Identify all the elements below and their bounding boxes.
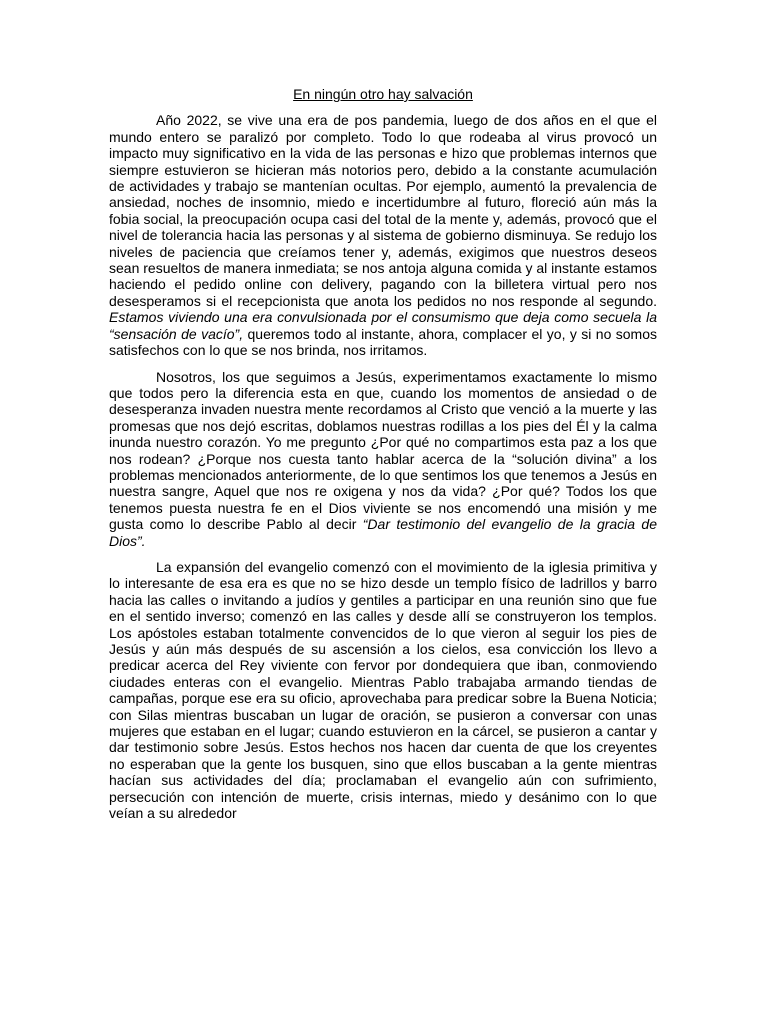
- document-page: [109, 86, 657, 831]
- paragraph-1: [109, 112, 657, 358]
- paragraph-2: [109, 369, 657, 549]
- paragraph-1-text-end: queremos todo al instante, ahora, complacer el yo, y si no somos satisfechos con lo que se nos brinda, nos irritamos.: [109, 325, 657, 359]
- paragraph-2-italic: “Dar testimonio del evangelio de la gracia de Dios”.: [109, 516, 658, 549]
- paragraph-3-text: La expansión del evangelio comenzó con el movimiento de la iglesia primitiva y lo interesante de esa era es que no se hizo desde un templo físico de ladrillos y barro hacia las calles o invitando a judíos y gentiles a participar en una reunión sino que fue en el sentido inverso; comenzó en las calles y desde allí se construyeron los templos. Los apóstoles estaban totalmente convencidos de lo que vieron al seguir los pies de Jesús y aún más después de su ascensión a los cielos, esa convicción los llevo a predicar acerca del Rey viviente con fervor por dondequiera que iban, conmoviendo ciudades enteras con el evangelio. Mientras Pablo trabajaba armando tiendas de campañas, porque ese era su oficio, aprovechaba para predicar sobre la Buena Noticia; con Silas mientras buscaban un lugar de oración, se pusieron a conversar con unas mujeres que estaban en el lugar; cuando estuvieron en la cárcel, se pusieron a cantar y dar testimonio sobre Jesús. Estos hechos nos hacen dar cuenta de que los creyentes no esperaban que la gente los busquen, sino que ellos buscaban a la gente mientras hacían sus actividades del día; proclamaban el evangelio aún con sufrimiento, persecución con intención de muerte, crisis internas, miedo y desánimo con lo que veían a su alrededor: [109, 558, 657, 822]
- paragraph-1-text: Año 2022, se vive una era de pos pandemia, luego de dos años en el que el mundo entero se paralizó por completo. Todo lo que rodeaba al virus provocó un impacto muy significativo en la vida de las personas e hizo que problemas internos que siempre estuvieron se hicieran más notorios pero, debido a la constante acumulación de actividades y trabajo se mantenían ocultas. Por ejemplo, aumentó la prevalencia de ansiedad, noches de insomnio, miedo e incertidumbre al futuro, floreció aún más la fobia social, la preocupación ocupa casi del total de la mente y, además, provocó que el nivel de tolerancia hacia las personas y al sistema de gobierno disminuya. Se redujo los niveles de paciencia que creíamos tener y, además, exigimos que nuestros deseos sean resueltos de manera inmediata; se nos antoja alguna comida y al instante estamos haciendo el pedido online con delivery, pagando con la billetera virtual pero nos desesperamos si el recepcionista que anota los pedidos no nos responde al segundo.: [109, 112, 657, 309]
- paragraph-1-italic: Estamos viviendo una era convulsionada por el consumismo que deja como secuela la “sensación de vacío”,: [109, 309, 657, 342]
- paragraph-2-text: Nosotros, los que seguimos a Jesús, experimentamos exactamente lo mismo que todos pero la diferencia esta en que, cuando los momentos de ansiedad o de desesperanza invaden nuestra mente recordamos al Cristo que venció a la muerte y las promesas que nos dejó escritas, doblamos nuestras rodillas a los pies del Él y la calma inunda nuestro corazón. Yo me pregunto ¿Por qué no compartimos esta paz a los que nos rodean? ¿Porque nos cuesta tanto hablar acerca de la “solución divina” a los problemas mencionados anteriormente, de lo que sentimos los que tenemos a Jesús en nuestra sangre, Aquel que nos re oxigena y nos da vida? ¿Por qué? Todos los que tenemos puesta nuestra fe en el Dios viviente se nos encomendó una misión y me gusta como lo describe Pablo al decir: [109, 368, 657, 533]
- paragraph-3: [109, 559, 657, 822]
- document-title: En ningún otro hay salvación: [293, 86, 473, 102]
